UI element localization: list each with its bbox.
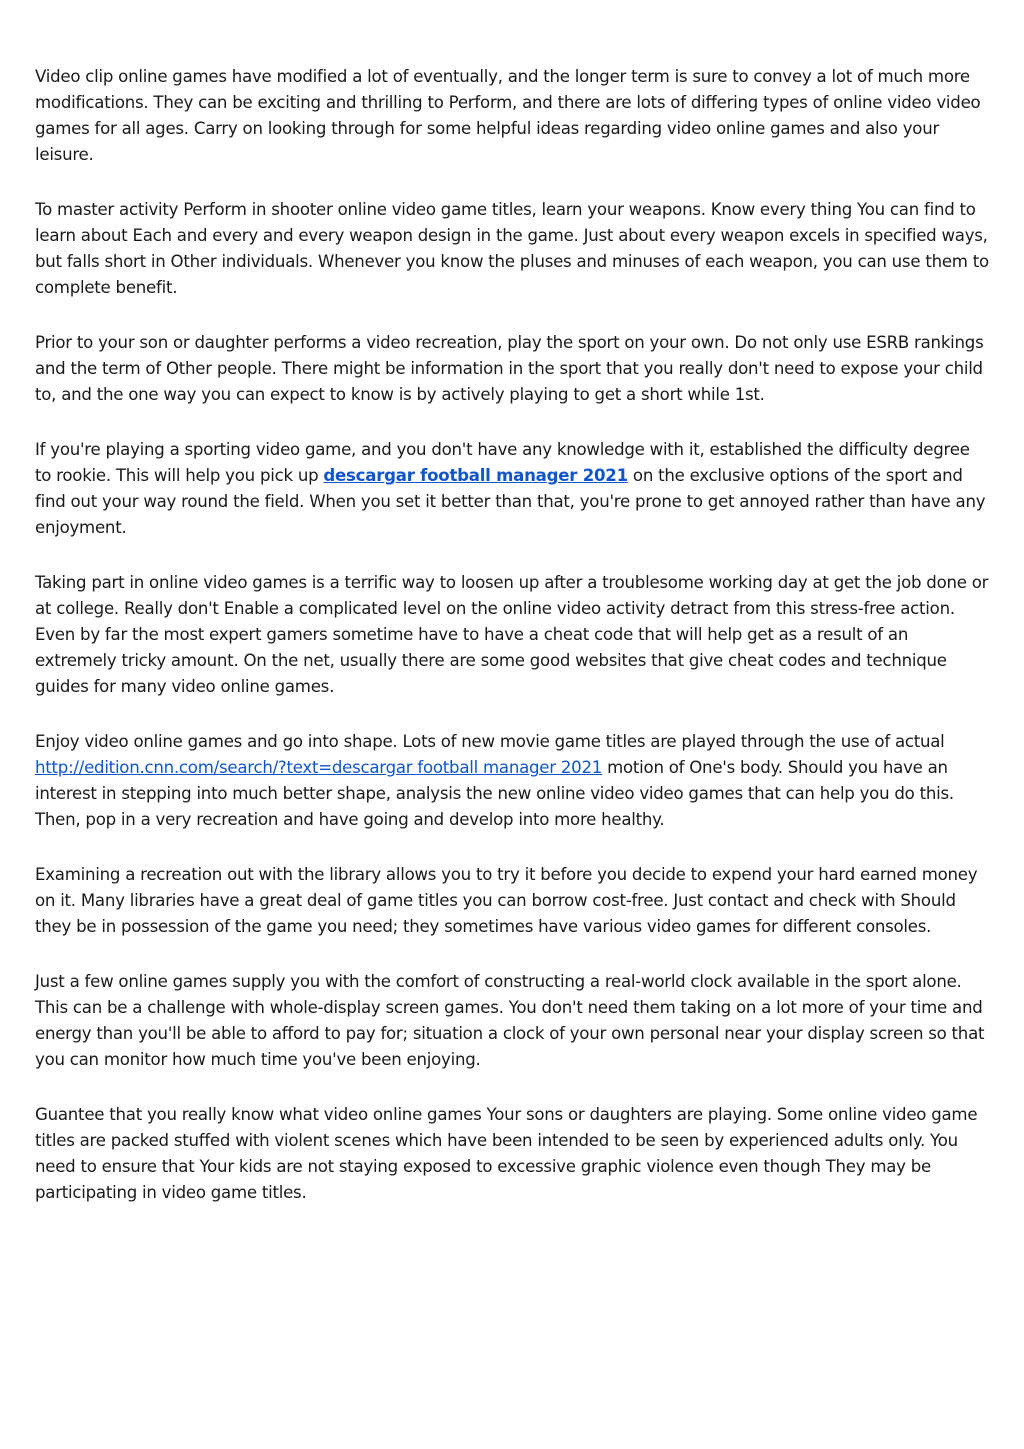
paragraph-sporting-difficulty [35, 437, 990, 541]
paragraph-fitness-games [35, 729, 990, 833]
paragraph-violence: Guantee that you really know what video online games Your sons or daughters are playing. Some online video game titles are packed stuffed with violent scenes which have been intended to be seen by experienced adults only. You need to ensure that Your kids are not staying exposed to excessive graphic violence even though They may be participating in video game titles. [35, 1105, 978, 1202]
document-body [35, 64, 990, 1235]
paragraph-text-before-link: Enjoy video online games and go into shape. Lots of new movie game titles are played through the use of actual [35, 732, 945, 751]
paragraph-clock: Just a few online games supply you with the comfort of constructing a real-world clock available in the sport alone. This can be a challenge with whole-display screen games. You don't need them taking on a lot more of your time and energy than you'll be able to afford to pay for; situation a clock of your own personal near your display screen so that you can monitor how much time you've been enjoying. [35, 972, 985, 1069]
paragraph-text-before-link: If you're playing a sporting video game, and you don't have any knowledge with it, established the difficulty degree to rookie. This will help you pick up [35, 440, 970, 485]
paragraph-shooter-weapons: To master activity Perform in shooter online video game titles, learn your weapons. Know every thing You can find to learn about Each and every and every weapon design in the game. Just about every weapon excels in specified ways, but falls short in Other individuals. Whenever you know the pluses and minuses of each weapon, you can use them to complete benefit. [35, 200, 989, 297]
paragraph-text-after-link: motion of One's body. Should you have an interest in stepping into much better shape, analysis the new online video video games that can help you do this. Then, pop in a very recreation and have going and develop into more healthy. [35, 758, 954, 829]
cnn-search-link[interactable]: http://edition.cnn.com/search/?text=descargar football manager 2021 [35, 758, 603, 777]
paragraph-cheat-codes: Taking part in online video games is a terrific way to loosen up after a troublesome working day at get the job done or at college. Really don't Enable a complicated level on the online video activity detract from this stress-free action. Even by far the most expert gamers sometime have to have a cheat code that will help get as a result of an extremely tricky amount. On the net, usually there are some good websites that give cheat codes and technique guides for many video online games. [35, 573, 989, 696]
football-manager-link[interactable]: descargar football manager 2021 [323, 466, 628, 485]
paragraph-text-after-link: on the exclusive options of the sport and find out your way round the field. When you set it better than that, you're prone to get annoyed rather than have any enjoyment. [35, 466, 986, 537]
paragraph-parent-preview: Prior to your son or daughter performs a video recreation, play the sport on your own. Do not only use ESRB rankings and the term of Other people. There might be information in the sport that you really don't need to expose your child to, and the one way you can expect to know is by actively playing to get a short while 1st. [35, 333, 984, 404]
paragraph-intro: Video clip online games have modified a lot of eventually, and the longer term is sure to convey a lot of much more modifications. They can be exciting and thrilling to Perform, and there are lots of differing types of online video video games for all ages. Carry on looking through for some helpful ideas regarding video online games and also your leisure. [35, 67, 981, 164]
paragraph-library: Examining a recreation out with the library allows you to try it before you decide to expend your hard earned money on it. Many libraries have a great deal of game titles you can borrow cost-free. Just contact and check with Should they be in possession of the game you need; they sometimes have various video games for different consoles. [35, 865, 978, 936]
